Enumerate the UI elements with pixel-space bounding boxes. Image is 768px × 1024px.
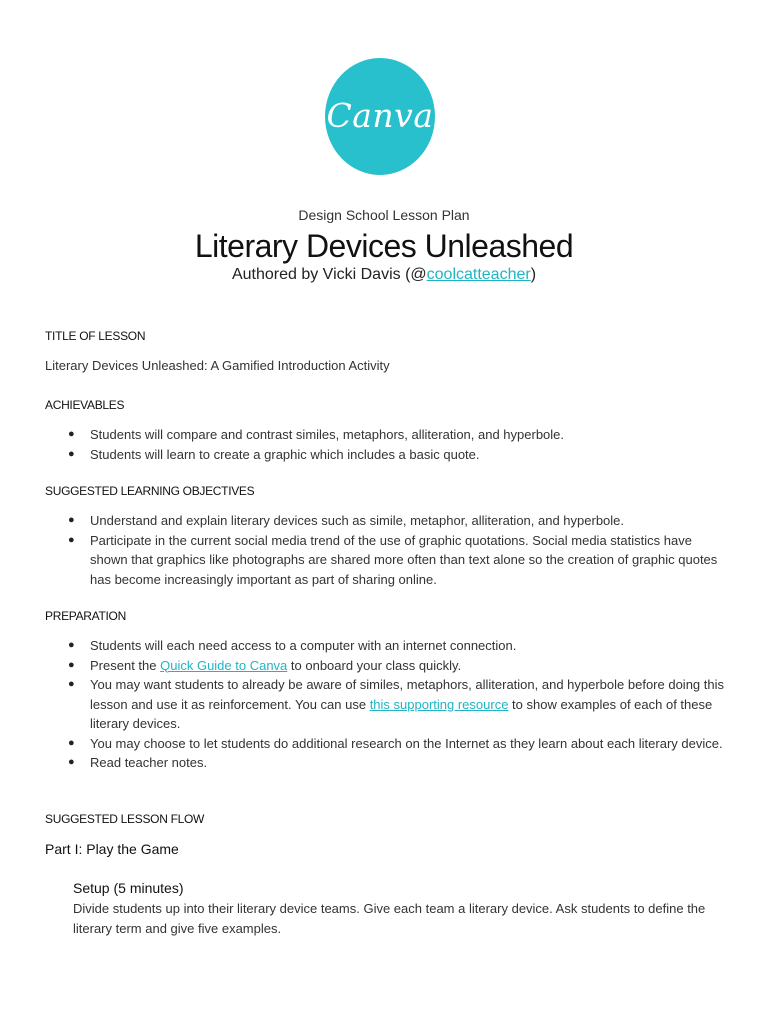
achievables-heading: ACHIEVABLES — [45, 398, 125, 412]
preparation-heading: PREPARATION — [45, 609, 126, 623]
bullet-icon: ● — [68, 533, 75, 546]
objectives-list — [0, 511, 768, 589]
document-subtitle: Design School Lesson Plan — [298, 207, 470, 223]
title-of-lesson-heading: TITLE OF LESSON — [45, 329, 146, 343]
list-item-text: Read teacher notes. — [90, 755, 208, 770]
list-item-text: Participate in the current social media trend of the use of graphic quotations. Social media statistics have shown that graphics like photographs are shared more often than text alone so the creation of graphic quotes has become increasingly important as part of sharing online. — [90, 532, 718, 587]
lesson-flow-heading: SUGGESTED LESSON FLOW — [45, 812, 205, 826]
list-item-text: You may choose to let students do additional research on the Internet as they learn about each literary device. — [90, 735, 723, 751]
list-item-text: Understand and explain literary devices such as simile, metaphor, alliteration, and hyperbole. — [90, 513, 625, 528]
list-item-text: to onboard your class quickly. — [287, 657, 462, 673]
list-item-text: Students will each need access to a computer with an internet connection. — [90, 638, 517, 653]
list-item — [0, 753, 768, 773]
setup-text: Divide students up into their literary device teams. Give each team a literary device. Ask students to define the literary term and give five examples. — [73, 901, 706, 936]
list-item — [0, 656, 768, 676]
list-item — [0, 425, 768, 445]
list-item-text: Students will compare and contrast similes, metaphors, alliteration, and hyperbole. — [90, 427, 565, 442]
document-title: Literary Devices Unleashed — [194, 228, 574, 264]
list-item — [0, 636, 768, 656]
list-item — [0, 445, 768, 465]
author-line — [0, 266, 768, 284]
list-item-text: to show examples of each of these literary devices. — [90, 696, 713, 731]
title-of-lesson-text: Literary Devices Unleashed: A Gamified Introduction Activity — [45, 358, 390, 373]
author-prefix: Authored by Vicki Davis (@ — [231, 266, 427, 283]
bullet-icon: ● — [68, 678, 75, 690]
bullet-icon: ● — [68, 639, 75, 651]
bullet-icon: ● — [68, 756, 75, 768]
canva-logo — [325, 58, 435, 175]
list-item-text: Students will learn to create a graphic which includes a basic quote. — [90, 446, 480, 462]
bullet-icon: ● — [68, 428, 75, 440]
author-suffix: ) — [530, 266, 537, 283]
list-item-text: You may want students to already be aware of similes, metaphors, alliteration, and hyperbole before doing this lesson and use it as reinforcement. You can use — [90, 677, 724, 712]
supporting-resource-link[interactable]: this supporting resource — [369, 696, 509, 712]
bullet-icon: ● — [68, 658, 75, 671]
setup-heading: Setup (5 minutes) — [73, 880, 184, 896]
list-item — [0, 531, 768, 590]
part-one-heading: Part I: Play the Game — [45, 841, 179, 857]
objectives-heading: SUGGESTED LEARNING OBJECTIVES — [45, 484, 255, 498]
list-item — [0, 511, 768, 531]
canva-logo-text: Canva — [326, 96, 434, 135]
preparation-list — [0, 636, 768, 773]
achievables-list — [0, 425, 768, 464]
list-item-text: Present the — [90, 657, 161, 673]
bullet-icon: ● — [68, 736, 75, 749]
bullet-icon: ● — [68, 447, 75, 460]
author-handle-link[interactable]: coolcatteacher — [426, 266, 531, 283]
list-item — [0, 734, 768, 754]
list-item — [0, 675, 768, 734]
quick-guide-link[interactable]: Quick Guide to Canva — [160, 657, 288, 673]
bullet-icon: ● — [68, 514, 75, 526]
